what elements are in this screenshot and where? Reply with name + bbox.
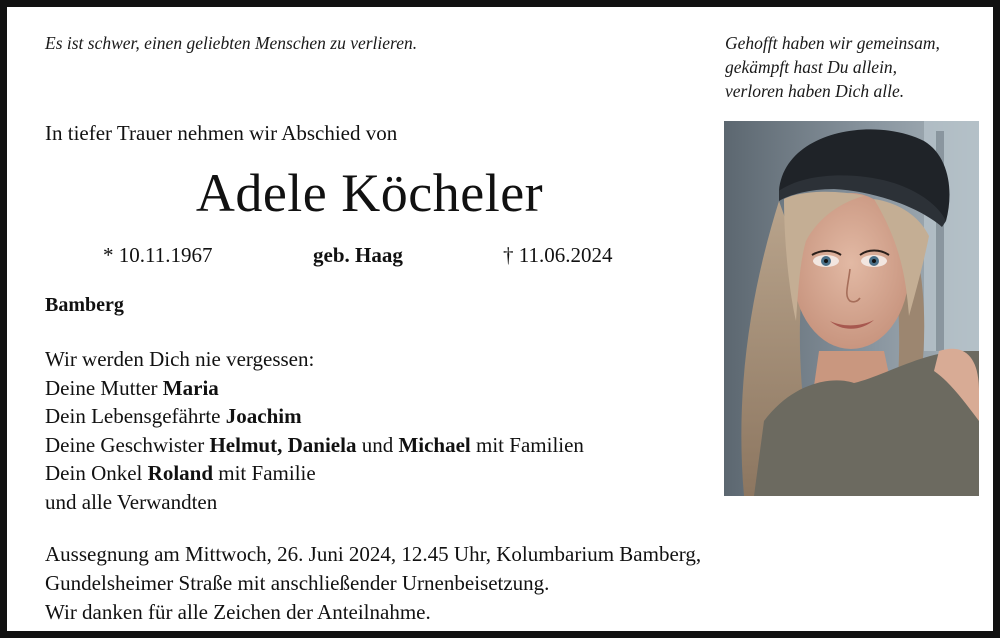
mourner-name: Maria: [162, 375, 219, 400]
mourner-text: Deine Geschwister: [45, 432, 210, 457]
quote-right-line: gekämpft hast Du allein,: [725, 57, 898, 77]
quote-right-line: Gehofft haben wir gemeinsam,: [725, 33, 940, 53]
mourner-text: Wir werden Dich nie vergessen:: [45, 347, 315, 371]
service-line: Gundelsheimer Straße mit anschließender Urnenbeisetzung.: [45, 571, 550, 595]
mourner-text: und: [356, 432, 399, 457]
intro-text: In tiefer Trauer nehmen wir Abschied von: [45, 121, 398, 145]
mourner-text: Dein Onkel: [45, 461, 148, 485]
mourner-line: [45, 488, 584, 517]
mourner-text: mit Familien: [470, 432, 584, 457]
mourners-list: [45, 345, 584, 516]
mourner-line: [45, 374, 584, 403]
mourner-line: [45, 459, 584, 488]
life-dates: [45, 243, 685, 271]
mourner-text: mit Familie: [213, 461, 316, 485]
portrait-photo: [724, 121, 979, 496]
service-info: [45, 540, 701, 627]
mourner-line: [45, 431, 584, 460]
birth-date: * 10.11.1967: [103, 243, 213, 267]
city: Bamberg: [45, 294, 124, 316]
mourner-text: Dein Lebensgefährte: [45, 404, 226, 428]
service-line: Wir danken für alle Zeichen der Anteilnahme.: [45, 600, 431, 624]
portrait-image: [724, 121, 979, 496]
mourner-name: Joachim: [225, 404, 302, 428]
mourner-text: und alle Verwandten: [45, 489, 218, 514]
mourner-name: Helmut, Daniela: [209, 432, 357, 457]
mourner-name: Michael: [398, 432, 471, 457]
mourner-text: Deine Mutter: [45, 375, 163, 400]
deceased-name: Adele Köcheler: [195, 163, 544, 223]
quote-left: Es ist schwer, einen geliebten Menschen zu verlieren.: [45, 33, 418, 53]
mourner-line: [45, 402, 584, 431]
death-date: † 11.06.2024: [503, 243, 613, 267]
maiden-name: geb. Haag: [313, 243, 403, 267]
quote-right-line: verloren haben Dich alle.: [725, 81, 905, 101]
quote-right: [725, 31, 985, 103]
mourner-name: Roland: [147, 461, 214, 485]
service-line: Aussegnung am Mittwoch, 26. Juni 2024, 12.45 Uhr, Kolumbarium Bamberg,: [45, 542, 702, 566]
mourner-line: [45, 345, 584, 374]
